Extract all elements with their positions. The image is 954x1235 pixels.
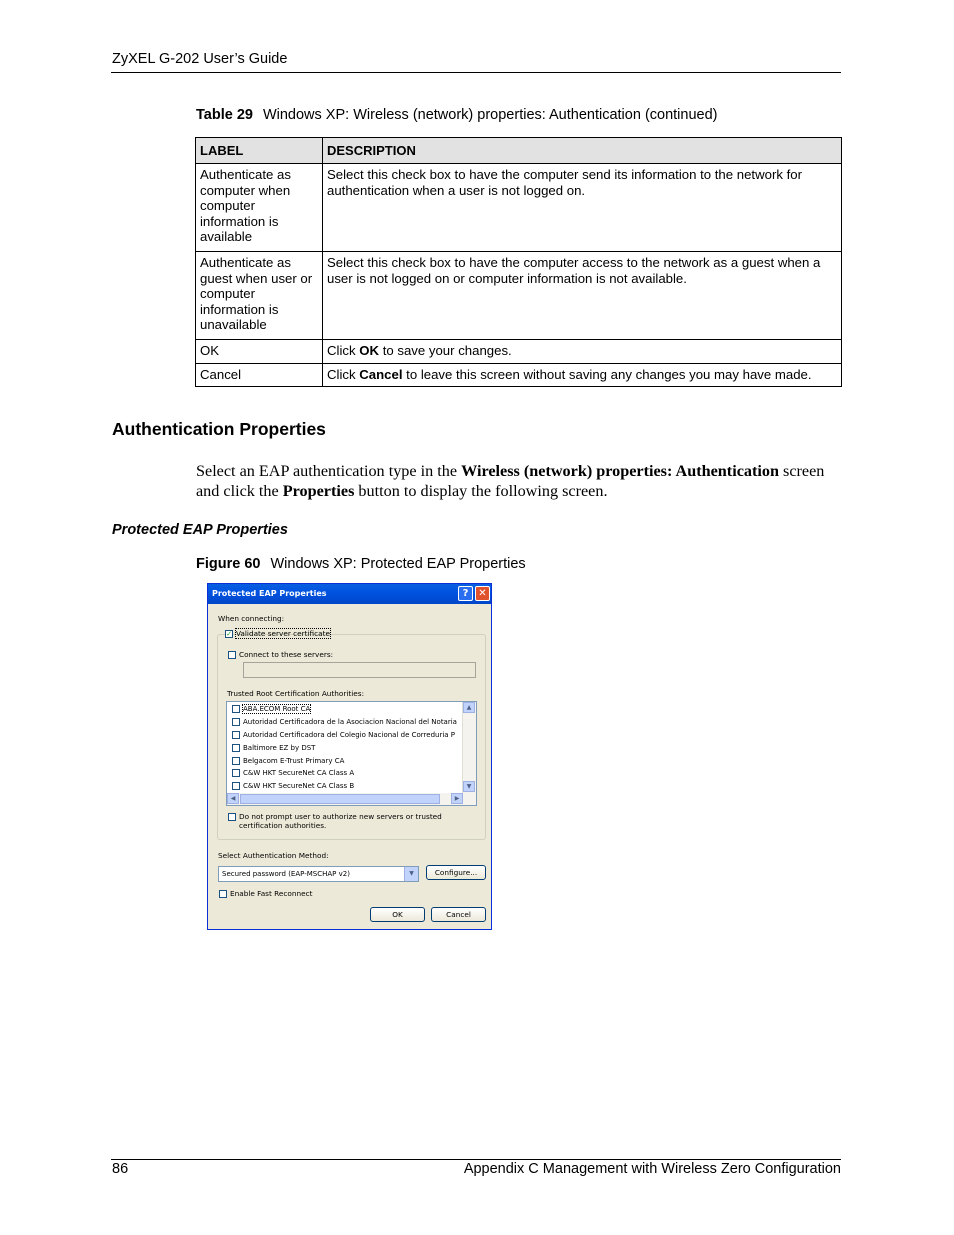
checkbox-checked-icon: ✓ <box>226 630 232 638</box>
footer-chapter: Appendix C Management with Wireless Zero Configuration <box>463 1161 841 1177</box>
header-rule <box>111 72 841 73</box>
figure-caption <box>196 556 526 572</box>
section-heading: Authentication Properties <box>112 419 326 439</box>
configure-button[interactable]: Configure... <box>426 865 486 880</box>
checkbox-icon <box>232 744 240 752</box>
cancel-button[interactable]: Cancel <box>431 907 486 922</box>
method-value: Secured password (EAP-MSCHAP v2) <box>222 870 350 878</box>
running-header: ZyXEL G-202 User’s Guide <box>112 51 288 67</box>
checkbox-icon <box>232 705 240 713</box>
table-caption-label: Table 29 <box>196 107 253 123</box>
connect-servers-checkbox[interactable] <box>228 650 333 659</box>
fast-reconnect-label: Enable Fast Reconnect <box>230 889 313 898</box>
scroll-right-icon[interactable]: ▶ <box>451 793 463 804</box>
horizontal-scrollbar[interactable] <box>227 793 476 805</box>
table-row <box>196 252 842 340</box>
servers-input[interactable] <box>243 662 476 678</box>
checkbox-icon <box>232 757 240 765</box>
footer-rule <box>111 1159 841 1160</box>
row-label: OK <box>196 340 323 364</box>
row-label: Authenticate as computer when computer information is available <box>196 164 323 252</box>
certificate-list[interactable] <box>226 701 477 806</box>
help-icon[interactable]: ? <box>458 586 473 601</box>
row-label: Cancel <box>196 363 323 387</box>
subsection-heading: Protected EAP Properties <box>112 522 288 538</box>
no-prompt-label-line1: Do not prompt user to authorize new servers or trusted <box>239 812 442 821</box>
table-row <box>196 363 842 387</box>
scroll-track <box>463 714 475 774</box>
connect-servers-label: Connect to these servers: <box>239 650 334 659</box>
checkbox-icon <box>228 651 236 659</box>
list-item[interactable]: C&W HKT SecureNet CA Class A <box>232 769 354 777</box>
checkbox-icon <box>232 769 240 777</box>
title-bar <box>208 584 491 604</box>
list-item[interactable]: Autoridad Certificadora del Colegio Nacional de Correduria P <box>232 731 455 739</box>
scroll-down-icon[interactable]: ▼ <box>463 781 475 792</box>
row-description: Click OK to save your changes. <box>323 340 842 364</box>
label-description-table <box>195 137 842 387</box>
table-row <box>196 340 842 364</box>
dialog-title: Protected EAP Properties <box>212 589 327 598</box>
list-item[interactable]: Baltimore EZ by DST <box>232 744 315 752</box>
column-header-label: LABEL <box>196 138 323 164</box>
validate-cert-checkbox[interactable] <box>225 629 330 638</box>
list-item[interactable]: Belgacom E-Trust Primary CA <box>232 757 344 765</box>
checkbox-icon <box>232 731 240 739</box>
vertical-scrollbar[interactable] <box>462 702 476 793</box>
checkbox-icon <box>232 782 240 790</box>
when-connecting-label: When connecting: <box>218 614 285 623</box>
authentication-method-select[interactable] <box>218 866 419 882</box>
select-method-label: Select Authentication Method: <box>218 851 329 860</box>
validate-cert-label: Validate server certificate <box>236 629 330 638</box>
row-description: Select this check box to have the computer access to the network as a guest when a user is not logged on or computer information is not available. <box>323 252 842 340</box>
checkbox-icon <box>232 718 240 726</box>
checkbox-icon <box>228 813 236 821</box>
column-header-description: DESCRIPTION <box>323 138 842 164</box>
table-row <box>196 164 842 252</box>
chevron-down-icon[interactable]: ▼ <box>404 867 418 881</box>
row-label: Authenticate as guest when user or computer information is unavailable <box>196 252 323 340</box>
no-prompt-checkbox[interactable] <box>228 812 442 830</box>
ok-button[interactable]: OK <box>370 907 425 922</box>
page-number: 86 <box>112 1161 129 1177</box>
list-item[interactable]: ABA.ECOM Root CA <box>232 705 310 713</box>
row-description: Select this check box to have the computer send its information to the network for authentication when a user is not logged on. <box>323 164 842 252</box>
list-item[interactable]: Autoridad Certificadora de la Asociacion Nacional del Notaria <box>232 718 457 726</box>
close-icon[interactable]: ✕ <box>475 586 490 601</box>
figure-caption-text: Windows XP: Protected EAP Properties <box>270 556 526 572</box>
table-caption <box>196 107 717 123</box>
checkbox-icon <box>219 890 227 898</box>
trusted-root-label: Trusted Root Certification Authorities: <box>227 689 365 698</box>
figure-caption-label: Figure 60 <box>196 556 261 572</box>
table-caption-text: Windows XP: Wireless (network) properties: Authentication (continued) <box>262 107 718 123</box>
row-description: Click Cancel to leave this screen without saving any changes you may have made. <box>323 363 842 387</box>
table-header-row <box>196 138 842 164</box>
scroll-left-icon[interactable]: ◀ <box>227 793 239 804</box>
fast-reconnect-checkbox[interactable] <box>219 889 312 898</box>
list-item[interactable]: C&W HKT SecureNet CA Class B <box>232 782 354 790</box>
scroll-up-icon[interactable]: ▲ <box>463 702 475 713</box>
protected-eap-properties-dialog <box>207 583 492 930</box>
no-prompt-label-line2: certification authorities. <box>239 821 327 830</box>
body-paragraph: Select an EAP authentication type in the Wireless (network) properties: Authentication screen and click the Properties button to display the following screen. <box>196 462 825 500</box>
scroll-thumb[interactable] <box>240 794 440 804</box>
